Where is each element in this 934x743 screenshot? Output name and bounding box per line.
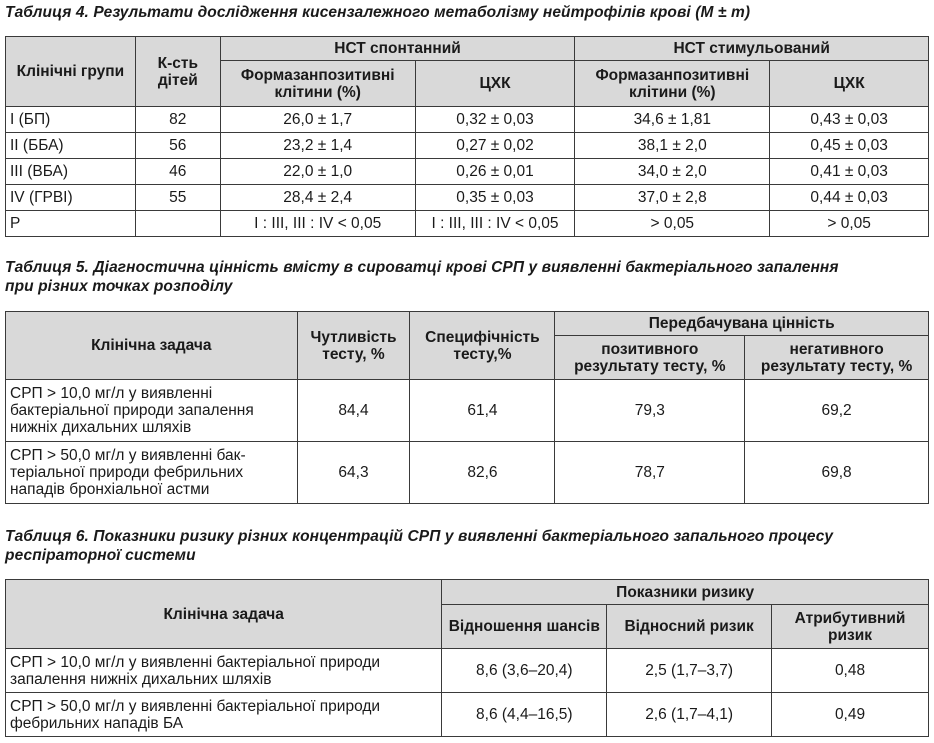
- cell-p-chk-spont: I : III, III : IV < 0,05: [415, 211, 575, 237]
- cell-clinical-task: СРП > 10,0 мг/л у виявленні бактеріальної природи запалення нижніх дихальних шляхів: [6, 380, 298, 442]
- table6-caption-line2: респіраторної системи: [5, 547, 196, 564]
- cell-formazan-stim: 37,0 ± 2,8: [575, 185, 770, 211]
- header-risk-indicators: Показники ризику: [442, 580, 929, 605]
- p-value-row: [6, 211, 929, 237]
- cell-odds-ratio: 8,6 (3,6–20,4): [442, 649, 607, 693]
- cell-chk-stim: 0,45 ± 0,03: [770, 133, 929, 159]
- table6-caption-line1: Таблиця 6. Показники ризику різних концентрацій СРП у виявленні бактеріального запального процесу: [5, 528, 834, 545]
- cell-attributive-risk: 0,49: [772, 693, 929, 737]
- header-nst-spontaneous: НСТ спонтанний: [220, 37, 575, 61]
- cell-positive: 78,7: [555, 442, 745, 504]
- table-row: [6, 649, 929, 693]
- cell-count: 55: [135, 185, 220, 211]
- header-children-count: К-сть дітей: [135, 37, 220, 107]
- table5-caption-line2: при різних точках розподілу: [5, 278, 233, 295]
- cell-p-label: P: [6, 211, 136, 237]
- cell-odds-ratio: 8,6 (4,4–16,5): [442, 693, 607, 737]
- cell-p-formazan-spont: I : III, III : IV < 0,05: [220, 211, 415, 237]
- cell-group: III (ВБА): [6, 159, 136, 185]
- cell-clinical-task: СРП > 50,0 мг/л у виявленні бактеріальної природи фебрильних нападів БА: [6, 693, 442, 737]
- cell-formazan-spont: 26,0 ± 1,7: [220, 107, 415, 133]
- cell-count: 82: [135, 107, 220, 133]
- header-attributive-risk: Атрибутивний ризик: [772, 605, 929, 649]
- cell-sensitivity: 64,3: [297, 442, 410, 504]
- cell-formazan-spont: 22,0 ± 1,0: [220, 159, 415, 185]
- table5-caption-line1: Таблиця 5. Діагностична цінність вмісту в сироватці крові СРП у виявленні бактеріального запалення: [5, 259, 839, 276]
- cell-positive: 79,3: [555, 380, 745, 442]
- cell-p-count: [135, 211, 220, 237]
- cell-specificity: 61,4: [410, 380, 555, 442]
- cell-formazan-spont: 28,4 ± 2,4: [220, 185, 415, 211]
- cell-formazan-spont: 23,2 ± 1,4: [220, 133, 415, 159]
- cell-chk-spont: 0,35 ± 0,03: [415, 185, 575, 211]
- cell-p-formazan-stim: > 0,05: [575, 211, 770, 237]
- header-positive-result: позитивного результату тесту, %: [555, 336, 745, 380]
- table-row: [6, 442, 929, 504]
- header-formazan-spont: Формазанпозитивні клітини (%): [220, 61, 415, 107]
- cell-formazan-stim: 34,6 ± 1,81: [575, 107, 770, 133]
- cell-count: 56: [135, 133, 220, 159]
- cell-count: 46: [135, 159, 220, 185]
- table5: [5, 311, 929, 504]
- header-negative-result: негативного результату тесту, %: [745, 336, 929, 380]
- header-predictive-value: Передбачувана цінність: [555, 312, 929, 336]
- header-sensitivity: Чутливість тесту, %: [297, 312, 410, 380]
- cell-sensitivity: 84,4: [297, 380, 410, 442]
- table-row: [6, 133, 929, 159]
- cell-negative: 69,8: [745, 442, 929, 504]
- cell-specificity: 82,6: [410, 442, 555, 504]
- cell-chk-spont: 0,27 ± 0,02: [415, 133, 575, 159]
- table-row: [6, 159, 929, 185]
- header-clinical-groups: Клінічні групи: [6, 37, 136, 107]
- cell-formazan-stim: 34,0 ± 2,0: [575, 159, 770, 185]
- cell-clinical-task: СРП > 10,0 мг/л у виявленні бактеріальної природи запалення нижніх дихальних шляхів: [6, 649, 442, 693]
- table4: [5, 36, 929, 237]
- cell-p-chk-stim: > 0,05: [770, 211, 929, 237]
- table-row: [6, 380, 929, 442]
- cell-group: IV (ГРВІ): [6, 185, 136, 211]
- cell-chk-stim: 0,43 ± 0,03: [770, 107, 929, 133]
- header-odds-ratio: Відношення шансів: [442, 605, 607, 649]
- cell-group: II (ББА): [6, 133, 136, 159]
- table-row: [6, 185, 929, 211]
- header-nst-stimulated: НСТ стимульований: [575, 37, 929, 61]
- cell-attributive-risk: 0,48: [772, 649, 929, 693]
- cell-group: I (БП): [6, 107, 136, 133]
- header-clinical-task: Клінічна задача: [6, 580, 442, 649]
- cell-chk-stim: 0,44 ± 0,03: [770, 185, 929, 211]
- table6-caption: [5, 527, 833, 565]
- header-chk-spont: ЦХК: [415, 61, 575, 107]
- table-row: [6, 693, 929, 737]
- cell-chk-spont: 0,32 ± 0,03: [415, 107, 575, 133]
- header-relative-risk: Відносний ризик: [607, 605, 772, 649]
- cell-relative-risk: 2,5 (1,7–3,7): [607, 649, 772, 693]
- header-formazan-stim: Формазанпозитивні клітини (%): [575, 61, 770, 107]
- table6: [5, 579, 929, 737]
- cell-relative-risk: 2,6 (1,7–4,1): [607, 693, 772, 737]
- cell-formazan-stim: 38,1 ± 2,0: [575, 133, 770, 159]
- header-chk-stim: ЦХК: [770, 61, 929, 107]
- cell-chk-spont: 0,26 ± 0,01: [415, 159, 575, 185]
- table5-caption: [5, 258, 839, 296]
- cell-clinical-task: СРП > 50,0 мг/л у виявленні бак-теріальної природи фебрильних нападів бронхіальної астми: [6, 442, 298, 504]
- table4-caption: Таблиця 4. Результати дослідження кисензалежного метаболізму нейтрофілів крові (M ± m): [5, 4, 751, 21]
- table-row: [6, 107, 929, 133]
- header-specificity: Специфічність тесту,%: [410, 312, 555, 380]
- cell-chk-stim: 0,41 ± 0,03: [770, 159, 929, 185]
- cell-negative: 69,2: [745, 380, 929, 442]
- header-clinical-task: Клінічна задача: [6, 312, 298, 380]
